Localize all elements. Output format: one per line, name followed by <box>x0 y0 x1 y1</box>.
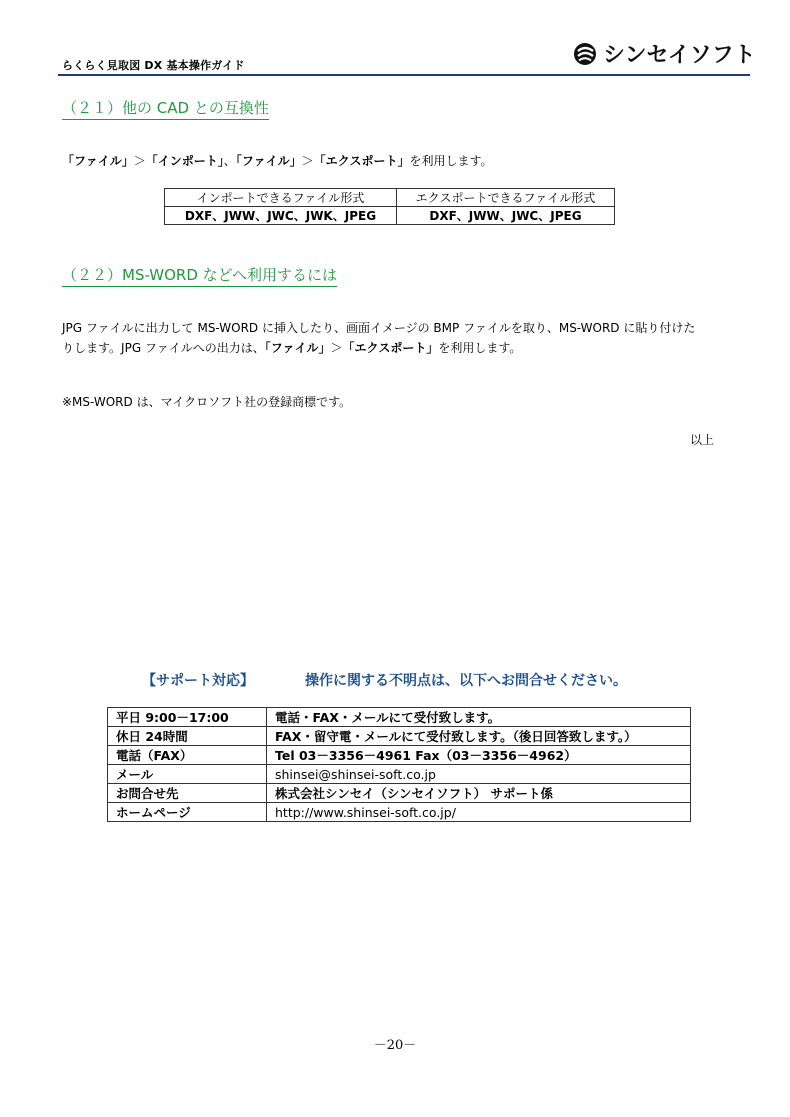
table-row <box>108 727 691 746</box>
import-format-header: インポートできるファイル形式 <box>165 189 397 207</box>
import-formats: DXF、JWW、JWC、JWK、JPEG <box>165 207 397 225</box>
support-value: Tel 03－3356－4961 Fax（03－3356－4962） <box>267 746 691 765</box>
section-22-paragraph-line2 <box>62 338 521 358</box>
support-key: 平日 9:00－17:00 <box>108 708 267 727</box>
section-21-menu-instruction <box>62 151 493 171</box>
support-key: お問合せ先 <box>108 784 267 803</box>
closing-mark: 以上 <box>690 433 715 447</box>
menu-export: 「エクスポート」 <box>342 341 439 355</box>
support-key: メール <box>108 765 267 784</box>
table-row <box>165 207 615 225</box>
header-rule <box>58 74 750 76</box>
support-value: 株式会社シンセイ（シンセイソフト） サポート係 <box>267 784 691 803</box>
menu-file: 「ファイル」 <box>235 154 302 168</box>
export-formats: DXF、JWW、JWC、JPEG <box>396 207 614 225</box>
menu-comma: 、 <box>223 154 236 168</box>
menu-export: 「エクスポート」 <box>313 154 410 168</box>
page-number: －20－ <box>373 1038 417 1053</box>
table-row <box>108 803 691 822</box>
table-row <box>108 708 691 727</box>
homepage-link[interactable]: http://www.shinsei-soft.co.jp/ <box>267 803 691 822</box>
table-header-row <box>165 189 615 207</box>
menu-file: 「ファイル」 <box>62 154 134 168</box>
company-logo <box>573 38 756 69</box>
paragraph-text: りします。JPG ファイルへの出力は、 <box>62 341 265 355</box>
document-title: らくらく見取図 DX 基本操作ガイド <box>62 59 245 72</box>
table-row <box>108 746 691 765</box>
support-key: ホームページ <box>108 803 267 822</box>
support-key: 休日 24時間 <box>108 727 267 746</box>
support-value: 電話・FAX・メールにて受付致します。 <box>267 708 691 727</box>
table-row <box>108 784 691 803</box>
trademark-note: ※MS-WORD は、マイクロソフト社の登録商標です。 <box>62 395 352 409</box>
menu-import: 「インポート」 <box>145 154 224 168</box>
file-format-table <box>164 188 615 225</box>
support-key: 電話（FAX） <box>108 746 267 765</box>
support-email[interactable]: shinsei@shinsei-soft.co.jp <box>267 765 691 784</box>
section-22-title: （２２）MS-WORD などへ利用するには <box>62 264 337 287</box>
menu-suffix: を利用します。 <box>409 154 493 168</box>
logo-text: シンセイソフト <box>603 43 756 68</box>
section-21-title: （２１）他の CAD との互換性 <box>62 97 269 120</box>
export-format-header: エクスポートできるファイル形式 <box>396 189 614 207</box>
support-value: FAX・留守電・メールにて受付致します。（後日回答致します。） <box>267 727 691 746</box>
menu-separator: ＞ <box>330 341 343 355</box>
support-info-table <box>107 707 691 822</box>
menu-separator: ＞ <box>301 154 314 168</box>
shinsei-logo-icon <box>573 42 599 66</box>
section-22-paragraph-line1: JPG ファイルに出力して MS-WORD に挿入したり、画面イメージの BMP ファイルを取り、MS-WORD に貼り付けた <box>62 321 696 335</box>
support-message: 操作に関する不明点は、以下へお問合せください。 <box>305 673 627 689</box>
table-row <box>108 765 691 784</box>
menu-separator: ＞ <box>133 154 146 168</box>
menu-file: 「ファイル」 <box>264 341 331 355</box>
support-label: 【サポート対応】 <box>142 673 254 689</box>
paragraph-suffix: を利用します。 <box>438 341 522 355</box>
